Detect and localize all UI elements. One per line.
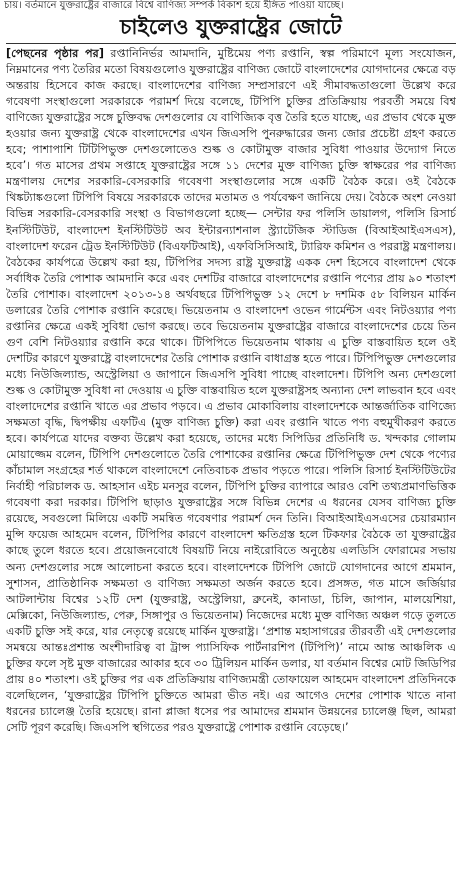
continuation-reference: [পেছনের পৃষ্ঠার পর] — [6, 47, 104, 60]
headline-divider — [6, 43, 456, 44]
article-text: রপ্তানিনির্ভর আমদানি, মুষ্টিমেয় পণ্য রপ্তানি, স্বল্প পরিমাণে মূল্য সংযোজন, নিম্নমানের পণ্য তৈরির মতো বিষয়গুলোও যুক্তরাষ্ট্রের বাণিজ্য জোটে বাংলাদেশের যোগদানের ক্ষেত্রে বড় অন্তরায় হিসেবে কাজ করছে। বাংলাদেশের বাণিজ্য সম্প্রসারণে এই সীমাবদ্ধতাগুলো উল্লেখ করে গবেষণা সংস্থাগুলো সরকারকে পরামর্শ দিয়ে বলেছে, টিপিপি চুক্তির প্রতিক্রিয়ায় পরবর্তী সময়ে বিশ্ব বাণিজ্যে যুক্তরাষ্ট্রের সঙ্গে চুক্তিবদ্ধ দেশগুলোর যে বাণিজ্যিক বৃত্ত তৈরি হতে যাচ্ছে, এর প্রভাব থেকে মুক্ত হওয়ার জন্য যুক্তরাষ্ট্র থেকে বাংলাদেশের এখন জিএসপি পুনরুদ্ধারের জন্য জোর প্রচেষ্টা গ্রহণ করতে হবে; পাশাপাশি টিটিপিভুক্ত দেশগুলোতেও শুল্ক ও কোটামুক্ত বাজার সুবিধা পাওয়ার উদ্যোগ নিতে হবে’। গত মাসের প্রথম সপ্তাহে যুক্তরাষ্ট্রের সঙ্গে ১১ দেশের মুক্ত বাণিজ্য চুক্তি স্বাক্ষরের পর বাণিজ্য মন্ত্রণালয় দেশের সরকারি-বেসরকারি গবেষণা সংস্থাগুলোর সঙ্গে একটি বৈঠক করে। ওই বৈঠকে থিঙ্কট্যাঙ্কগুলো টিপিপি বিষয়ে সরকারকে তাদের মতামত ও পর্যবেক্ষণ জানিয়ে দেয়। বৈঠকে অংশ নেওয়া বিভিন্ন সরকারি-বেসরকারি সংস্থা ও বিভাগগুলো হচ্ছে— সেন্টার ফর পলিসি ডায়ালগ, পলিসি রিসার্চ ইনস্টিটিউট, বাংলাদেশ ইনস্টিটিউট অব ইন্টারন্যাশনাল স্ট্র্যাটেজিক স্টাডিজ (বিআইআইএসএস), বাংলাদেশ ফরেন ট্রেড ইনস্টিটিউট (বিএফটিআই), এফবিসিসিআই, ট্যারিফ কমিশন ও পররাষ্ট্র মন্ত্রণালয়। বৈঠকের কার্যপত্রে উল্লেখ করা হয়, টিপিপির সদস্য রাষ্ট্র যুক্তরাষ্ট্র একক দেশ হিসেবে বাংলাদেশ থেকে সর্বাধিক তৈরি পোশাক আমদানি করে এবং দেশটির বাজারে বাংলাদেশের রপ্তানি পণ্যের প্রায় ৯০ শতাংশ তৈরি পোশাক। বাংলাদেশ ২০১৩-১৪ অর্থবছরে টিপিপিভুক্ত ১২ দেশে ৮ দশমিক ৫৮ বিলিয়ন মার্কিন ডলারের তৈরি পোশাক রপ্তানি করেছে। ভিয়েতনাম ও বাংলাদেশ ওভেন গার্মেন্টস এবং নিটওয়্যার পণ্য রপ্তানির ক্ষেত্রে একই সুবিধা ভোগ করছে। তবে ভিয়েতনাম যুক্তরাষ্ট্রের বাজারে বাংলাদেশের চেয়ে তিন গুণ বেশি নিটওয়্যার রপ্তানি করে থাকে। টিপিপিতে ভিয়েতনাম থাকায় এ চুক্তি বাস্তবায়িত হলে ওই দেশটির কারণে যুক্তরাষ্ট্রে বাংলাদেশের তৈরি পোশাক রপ্তানি বাধাগ্রস্ত হতে পারে। টিপিপিভুক্ত দেশগুলোর মধ্যে নিউজিল্যান্ড, অস্ট্রেলিয়া ও জাপানে জিএসপি সুবিধা পাচ্ছে বাংলাদেশ। টিপিপি অন্য দেশগুলো শুল্ক ও কোটামুক্ত সুবিধা না দেওয়ায় এ চুক্তি বাস্তবায়িত হলে যুক্তরাষ্ট্রসহ অন্যান্য দেশ লাভবান হবে এবং বাংলাদেশের রপ্তানি খাতে এর প্রভাব পড়বে। এ প্রভাব মোকাবিলায় বাংলাদেশকে আন্তর্জাতিক বাণিজ্যে সক্ষমতা বৃদ্ধি, দ্বিপক্ষীয় এফটিএ (মুক্ত বাণিজ্য চুক্তি) করা এবং রপ্তানি খাতে পণ্য বহুমুখীকরণ করতে হবে। কার্যপত্রে যাদের বক্তব্য উল্লেখ করা হয়েছে, তাদের মধ্যে সিপিডির প্রতিনিধি ড. খন্দকার গোলাম মোয়াজ্জেম বলেন, টিপিপি দেশগুলোতে তৈরি পোশাকের রপ্তানির ক্ষেত্রে টিপিপিভুক্ত দেশ থেকে পণ্যের কাঁচামাল সংগ্রহের শর্ত থাকলে বাংলাদেশে নেতিবাচক প্রভাব পড়তে পারে। পলিসি রিসার্চ ইনস্টিটিউটের নির্বাহী পরিচালক ড. আহসান এইচ মনসুর বলেন, টিপিপি চুক্তির ব্যাপারে আরও বেশি তথ্যপ্রমাণভিত্তিক গবেষণা করা দরকার। টিপিপি ছাড়াও যুক্তরাষ্ট্রের সঙ্গে বিভিন্ন দেশের এ ধরনের যেসব বাণিজ্য চুক্তি রয়েছে, সবগুলো মিলিয়ে একটি সমন্বিত গবেষণার পরামর্শ দেন তিনি। বিআইআইএসএসের চেয়ারম্যান মুন্সি ফয়েজ আহমেদ বলেন, টিপিপির কারণে বাংলাদেশ ক্ষতিগ্রস্ত হলে টিকফার বৈঠকে তা যুক্তরাষ্ট্রের কাছে তুলে ধরতে হবে। প্রয়োজনবোধে বিষয়টি নিয়ে নাইরোবিতে অনুষ্ঠেয় এলডিসি ফোরামের সভায় অন্য দেশগুলোর সঙ্গে আলোচনা করতে হবে। বাংলাদেশকে টিপিপি জোটে যোগদানের আগে শ্রমমান, সুশাসন, প্রাতিষ্ঠানিক সক্ষমতা ও বাণিজ্য সক্ষমতা অর্জন করতে হবে। প্রসঙ্গত, গত মাসে জর্জিয়ার আটলান্টায় বিশ্বের ১২টি দেশ (যুক্তরাষ্ট্র, অস্ট্রেলিয়া, ব্রুনেই, কানাডা, চিলি, জাপান, মালয়েশিয়া, মেক্সিকো, নিউজিল্যান্ড, পেরু, সিঙ্গাপুর ও ভিয়েতনাম) নিজেদের মধ্যে মুক্ত বাণিজ্য অঞ্চল গড়ে তুলতে একটি চুক্তি সই করে, যার নেতৃত্বে রয়েছে মার্কিন যুক্তরাষ্ট্র। ‘প্রশান্ত মহাসাগরের তীরবর্তী এই দেশগুলোর সমন্বয়ে আন্তঃপ্রশান্ত অংশীদারিত্ব বা ট্রান্স প্যাসিফিক পার্টনারশিপ (টিপিপি)’ নামে আন্ত আঞ্চলিক এ চুক্তির ফলে সৃষ্ট মুক্ত বাজারের আকার হবে ৩০ ট্রিলিয়ন মার্কিন ডলার, যা বর্তমান বিশ্বের মোট জিডিপির প্রায় ৪০ শতাংশ। ওই চুক্তির পর এক প্রতিক্রিয়ায় বাণিজ্যমন্ত্রী তোফায়েল আহমেদ বাংলাদেশ প্রতিদিনকে বলেছিলেন, ‘যুক্তরাষ্ট্রের টিপিপি চুক্তিতে আমরা ভীত নই। এর আগেও দেশের পোশাক খাতে নানা ধরনের চ্যালেঞ্জ তৈরি হয়েছে। রানা প্লাজা ধসের পর আমাদের শ্রমমান উন্নয়নের চ্যালেঞ্জ ছিল, আমরা সেটি পূরণ করেছি। জিএসপি স্থগিতের পরও যুক্তরাষ্ট্রে পোশাক রপ্তানি বেড়েছে।’ — [6, 47, 456, 734]
previous-article-fragment: চায়। বর্তমানে যুক্তরাষ্ট্রের বাজারে বিশ্বে বাণিজ্য সম্পর্ক বিকাশ হয়ে ইঙ্গিত পাওয়া যাচ্ছে। — [4, 0, 344, 11]
article-headline: চাইলেও যুক্তরাষ্ট্রের জোটে — [120, 15, 342, 39]
article-body — [6, 46, 456, 880]
